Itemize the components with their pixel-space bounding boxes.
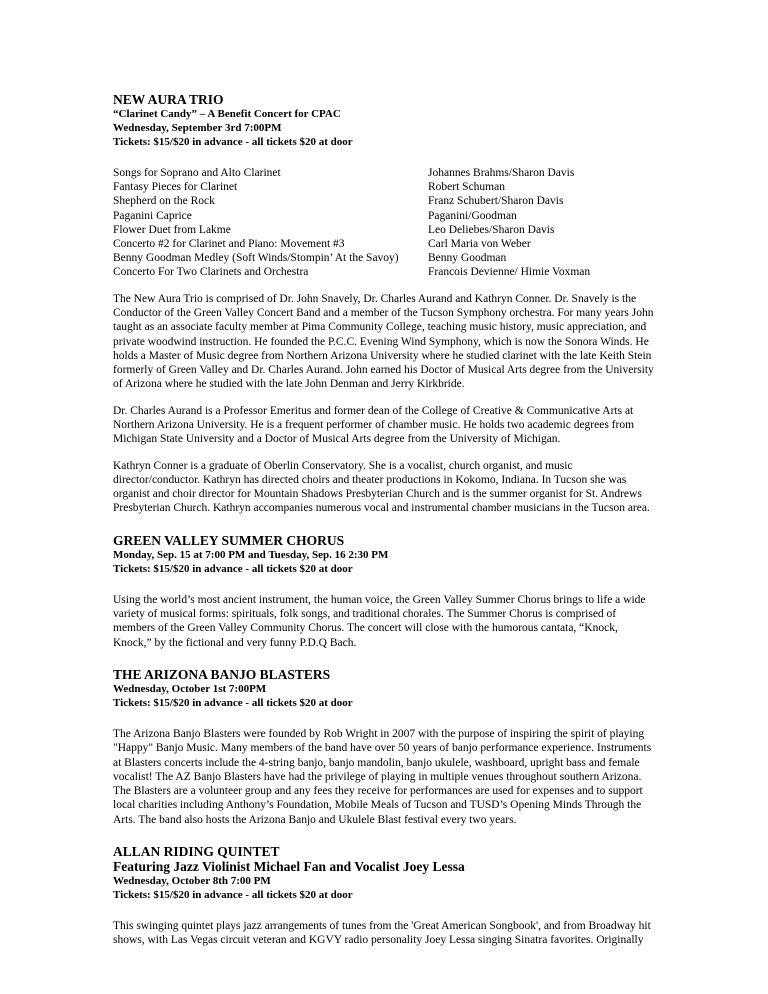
bio-paragraph: Dr. Charles Aurand is a Professor Emeritus and former dean of the College of Creative & Communicative Arts at Northern Arizona University. He is a frequent performer of chamber music. He holds two academic degrees from Michigan State University and a Doctor of Musical Arts degree from the University of Michigan.	[113, 404, 635, 446]
concert-section-green-valley-summer-chorus	[113, 533, 658, 650]
program-work: Shepherd on the Rock	[113, 195, 215, 208]
program-list	[113, 166, 658, 280]
program-work: Flower Duet from Lakme	[113, 223, 231, 236]
concert-subtitle: “Clarinet Candy” – A Benefit Concert for CPAC	[113, 108, 341, 120]
description-paragraph: This swinging quintet plays jazz arrangements of tunes from the 'Great American Songbook', and from Broadway hit shows, with Las Vegas circuit veteran and KGVY radio personality Joey Lessa singing Sinatra favorites. Originally	[113, 920, 651, 947]
program-work: Benny Goodman Medley (Soft Winds/Stompin’ At the Savoy)	[113, 252, 399, 265]
concert-tickets: Tickets: $15/$20 in advance - all tickets $20 at door	[113, 136, 353, 148]
program-composer: Benny Goodman	[428, 252, 507, 265]
program-work: Concerto #2 for Clarinet and Piano: Movement #3	[113, 238, 345, 251]
section-title: THE ARIZONA BANJO BLASTERS	[113, 666, 331, 682]
program-composer: Robert Schuman	[428, 181, 505, 194]
description-paragraph: Using the world’s most ancient instrument, the human voice, the Green Valley Summer Chorus brings to life a wide variety of musical forms: spirituals, folk songs, and traditional chorales. The Summer Chorus is comprised of members of the Green Valley Community Chorus. The concert will close with the humorous cantata, “Knock, Knock,” by the fictional and very funny P.D.Q Bach.	[113, 593, 646, 649]
program-work: Paganini Caprice	[113, 209, 192, 222]
program-composer: Johannes Brahms/Sharon Davis	[428, 167, 575, 179]
program-works-column	[113, 166, 428, 280]
concert-date: Wednesday, October 1st 7:00PM	[113, 682, 267, 695]
bio-paragraph: Kathryn Conner is a graduate of Oberlin Conservatory. She is a vocalist, church organist, and music director/conductor. Kathryn has directed choirs and theater productions in Kokomo, Indiana. In Tucson she was organist and choir director for Mountain Shadows Presbyterian Church and is the summer organist for St. Andrews Presbyterian Church. Kathryn accompanies numerous vocal and instrumental chamber musicians in the Tucson area.	[113, 459, 650, 515]
program-composer: Paganini/Goodman	[428, 209, 517, 222]
program-composers-column	[428, 166, 658, 280]
section-title: GREEN VALLEY SUMMER CHORUS	[113, 532, 345, 548]
concert-section-arizona-banjo-blasters	[113, 667, 658, 827]
program-work: Songs for Soprano and Alto Clarinet	[113, 167, 281, 179]
concert-date: Wednesday, October 8th 7:00 PM	[113, 875, 271, 888]
concert-date: Monday, Sep. 15 at 7:00 PM and Tuesday, Sep. 16 2:30 PM	[113, 548, 389, 561]
concert-tickets: Tickets: $15/$20 in advance - all tickets $20 at door	[113, 889, 353, 902]
program-work: Concerto For Two Clarinets and Orchestra	[113, 266, 309, 279]
program-composer: Carl Maria von Weber	[428, 238, 531, 251]
concert-tickets: Tickets: $15/$20 in advance - all tickets $20 at door	[113, 562, 353, 575]
description-paragraph: The Arizona Banjo Blasters were founded by Rob Wright in 2007 with the purpose of inspiring the spirit of playing "Happy" Banjo Music. Many members of the band have over 50 years of banjo performance experience. Instruments at Blasters concerts include the 4-string banjo, banjo mandolin, banjo ukulele, washboard, upright bass and female vocalist! The AZ Banjo Blasters have had the privilege of playing in multiple venues throughout southern Arizona. The Blasters are a volunteer group and any fees they receive for performances are used for expenses and to support local charities including Anthony’s Foundation, Mobile Meals of Tucson and TUSD’s Opening Minds Through the Arts. The band also hosts the Arizona Banjo and Ukulele Blast festival every two years.	[113, 727, 652, 826]
section-title: ALLAN RIDING QUINTET	[113, 844, 280, 860]
program-composer: Franz Schubert/Sharon Davis	[428, 195, 564, 208]
bio-paragraph: The New Aura Trio is comprised of Dr. John Snavely, Dr. Charles Aurand and Kathryn Conner. Dr. Snavely is the Conductor of the Green Valley Concert Band and a member of the Tucson Symphony orchestra. For many years John taught as an associate faculty member at Pima Community College, teaching music history, music appreciation, and private woodwind instruction. He founded the P.C.C. Evening Wind Symphony, which is now the Sonora Winds. He holds a Master of Music degree from Northern Arizona University where he studied clarinet with the late Keith Stein formerly of Green Valley and Dr. Charles Aurand. John earned his Doctor of Musical Arts degree from the University of Arizona where he studied with the late John Denman and Jerry Kirkbride.	[113, 292, 654, 391]
concert-section-new-aura-trio	[113, 92, 658, 516]
concert-date: Wednesday, September 3rd 7:00PM	[113, 122, 282, 134]
section-title: NEW AURA TRIO	[113, 92, 224, 107]
program-composer: Leo Deliebes/Sharon Davis	[428, 223, 555, 236]
concert-tickets: Tickets: $15/$20 in advance - all tickets $20 at door	[113, 696, 353, 709]
program-work: Fantasy Pieces for Clarinet	[113, 181, 238, 194]
program-composer: Francois Devienne/ Himie Voxman	[428, 266, 591, 279]
concert-subtitle: Featuring Jazz Violinist Michael Fan and Vocalist Joey Lessa	[113, 859, 465, 875]
concert-section-allan-riding-quintet	[113, 844, 658, 948]
